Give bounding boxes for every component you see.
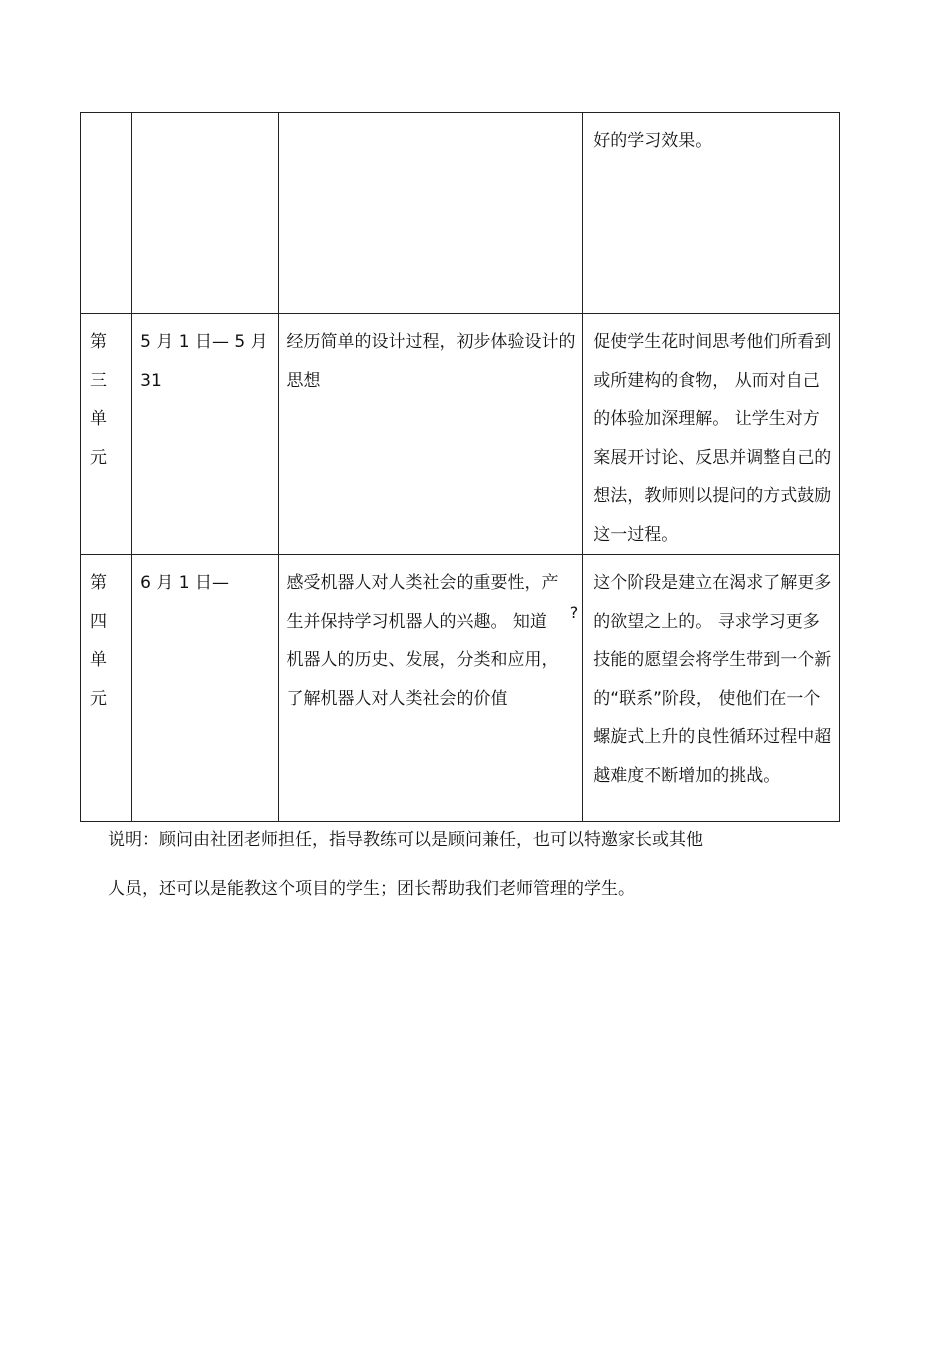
notes-text: 好的学习效果。: [593, 131, 713, 151]
goal-text: 感受机器人对人类社会的重要性，产生并保持学习机器人的兴趣。 知道机器人的历史、发展，分类和应用，了解机器人对人类社会的价值: [286, 573, 559, 709]
goal-cell: [278, 113, 583, 314]
goal-text: 经历简单的设计过程，初步体验设计的思想: [286, 332, 576, 391]
date-cell: [132, 314, 278, 555]
note-line-1: 说明：顾问由社团老师担任，指导教练可以是顾问兼任，也可以特邀家长或其他: [108, 830, 703, 850]
unit-char: 单: [90, 409, 107, 429]
goal-cell: [278, 555, 583, 822]
unit-plan-table: [80, 112, 840, 822]
notes-cell: [583, 314, 840, 555]
unit-char: 单: [90, 650, 107, 670]
unit-char: 三: [90, 370, 107, 391]
unit-label: [81, 555, 131, 718]
unit-char: 元: [90, 447, 107, 468]
notes-text: 这个阶段是建立在渴求了解更多的欲望之上的。 寻求学习更多技能的愿望会将学生带到一个新的“联系”阶段， 使他们在一个螺旋式上升的良性循环过程中超越难度不断增加的挑战。: [593, 573, 832, 786]
unit-char: 四: [90, 611, 107, 632]
unit-cell: [81, 555, 132, 822]
question-mark-glyph: ?: [569, 603, 579, 622]
unit-label: [81, 314, 131, 477]
date-cell: [132, 555, 278, 822]
notes-text: 促使学生花时间思考他们所看到或所建构的食物， 从而对自己的体验加深理解。 让学生对方案展开讨论、反思并调整自己的想法，教师则以提问的方式鼓励这一过程。: [593, 332, 832, 545]
unit-char: 第: [90, 573, 107, 593]
date-text: 5 月 1 日— 5 月 31: [140, 332, 268, 391]
unit-cell: [81, 314, 132, 555]
goal-cell: [278, 314, 583, 555]
notes-cell: [583, 113, 840, 314]
date-cell: [132, 113, 278, 314]
note-line-2: 人员，还可以是能教这个项目的学生；团长帮助我们老师管理的学生。: [108, 879, 635, 899]
table-row-unit-3: [81, 314, 840, 555]
notes-cell: [583, 555, 840, 822]
date-text: 6 月 1 日—: [140, 573, 229, 593]
table-row-continuation: [81, 113, 840, 314]
table-row-unit-4: [81, 555, 840, 822]
unit-char: 第: [90, 332, 107, 352]
unit-cell: [81, 113, 132, 314]
unit-char: 元: [90, 688, 107, 709]
